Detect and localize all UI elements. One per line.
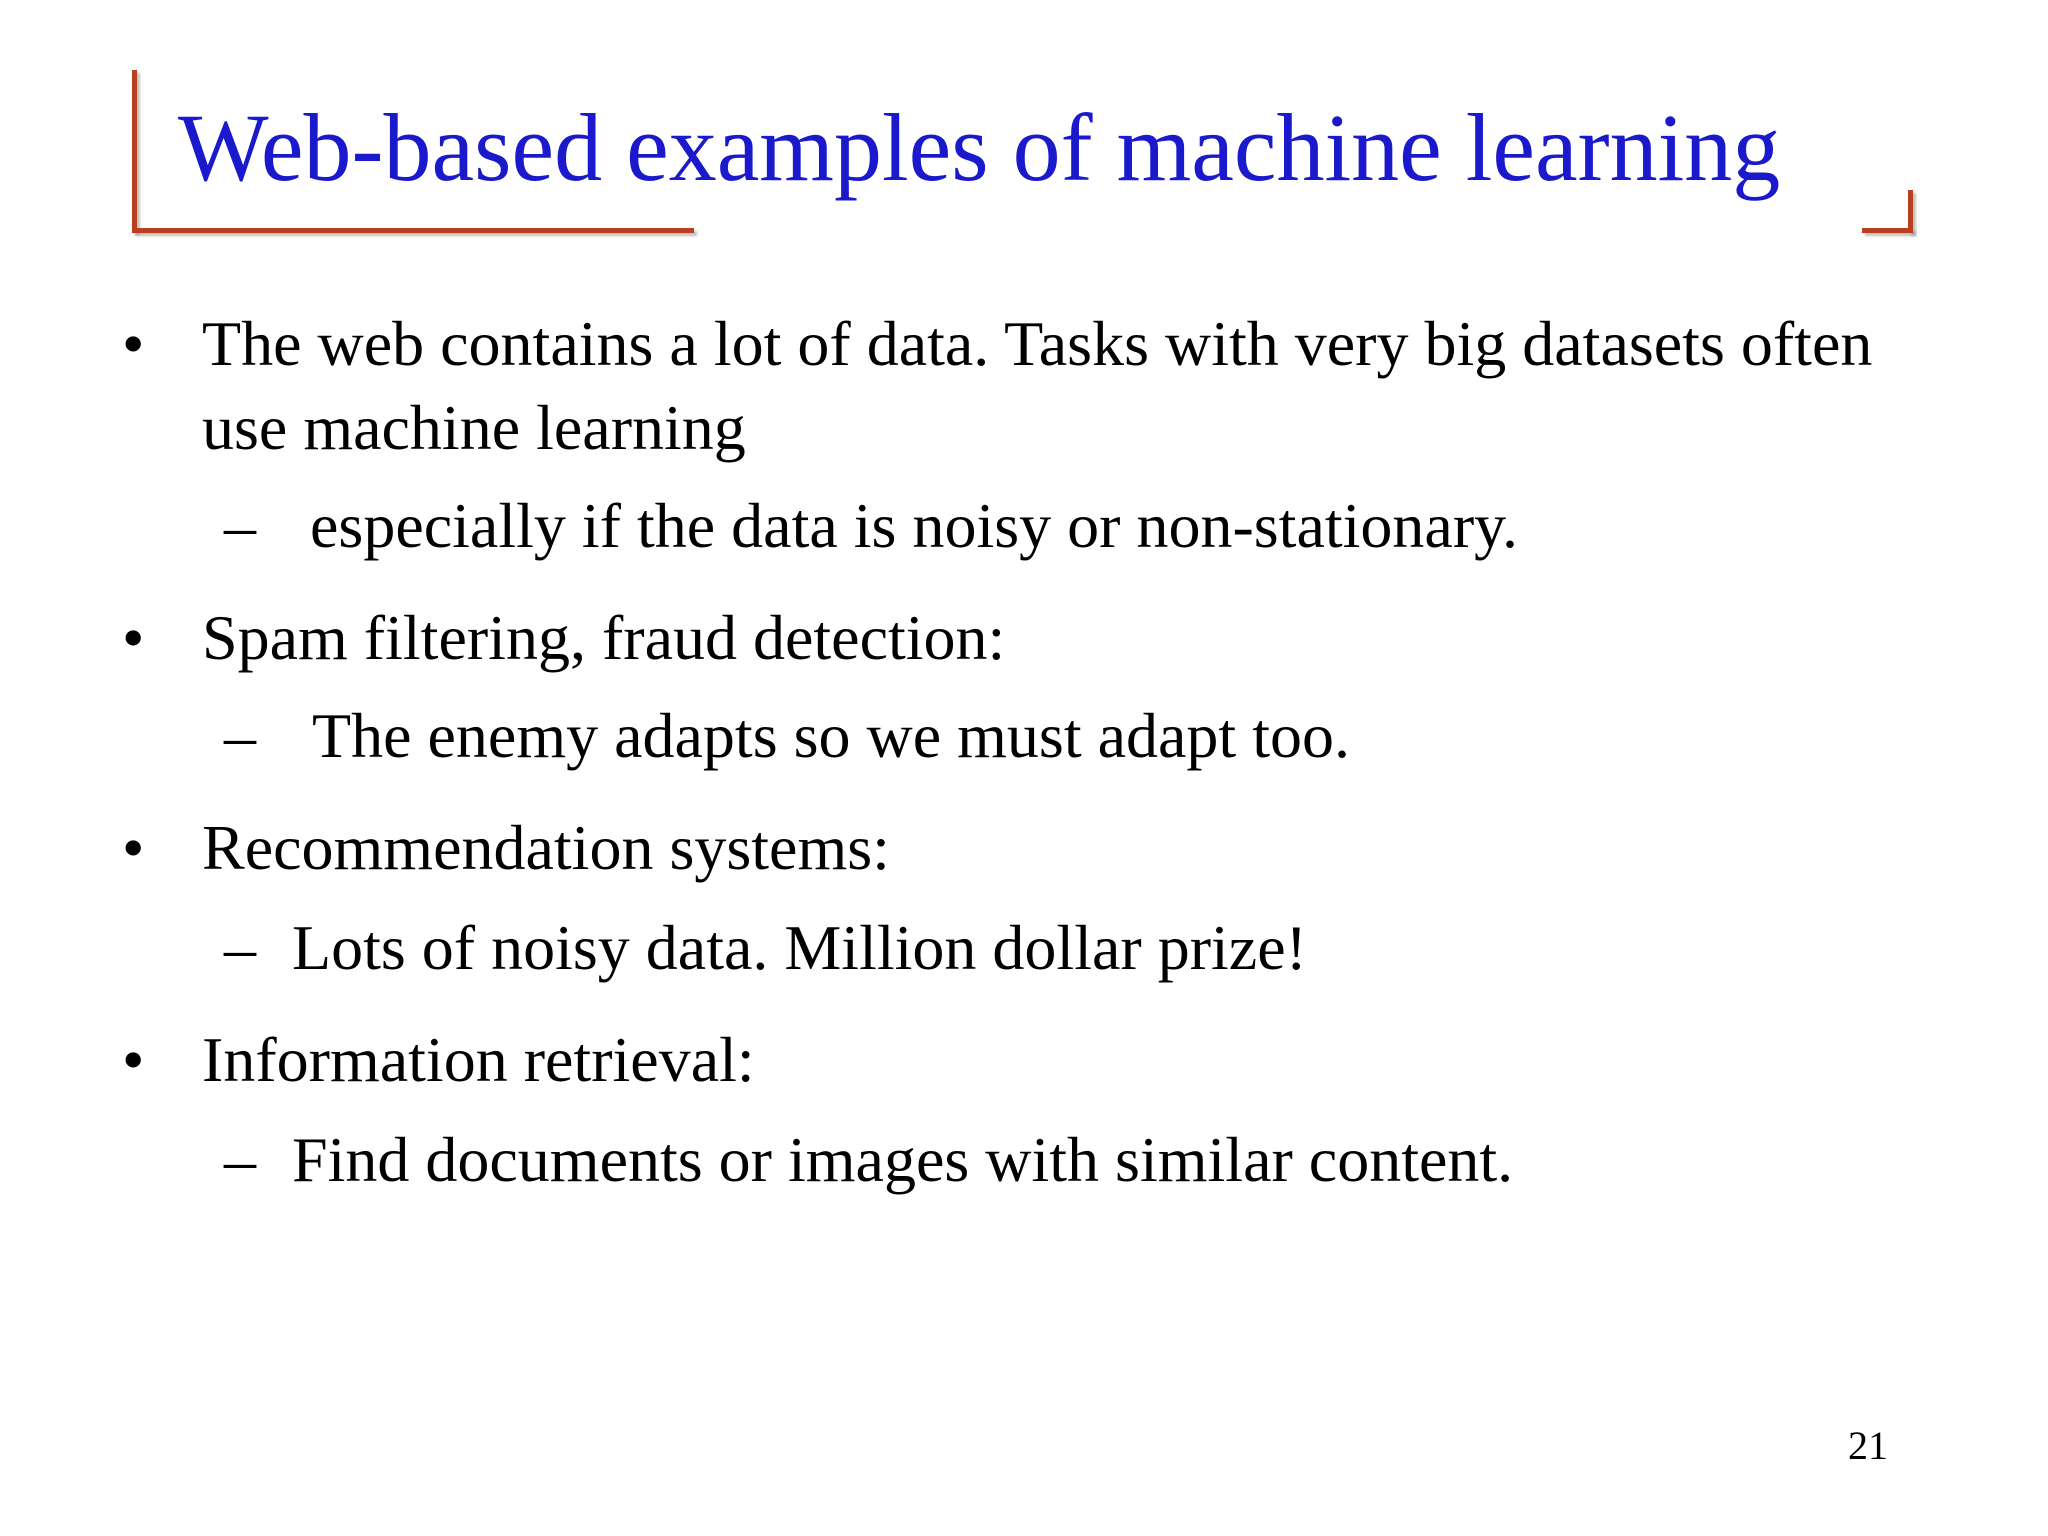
title-bracket-left-vertical bbox=[132, 70, 137, 232]
bullet-text-web-data: The web contains a lot of data. Tasks with very big datasets often use machine learning bbox=[202, 308, 1873, 463]
bullet-marker: • bbox=[122, 602, 145, 673]
slide-title: Web-based examples of machine learning bbox=[178, 94, 1781, 201]
bullet-marker: • bbox=[122, 1024, 145, 1095]
bullet-text-information-retrieval: Information retrieval: bbox=[202, 1024, 755, 1095]
bullet-text-spam: Spam filtering, fraud detection: bbox=[202, 602, 1006, 673]
sub-bullet-text-enemy: The enemy adapts so we must adapt too. bbox=[312, 700, 1350, 771]
title-bracket-right-underline bbox=[1862, 228, 1913, 233]
bullet-marker: • bbox=[122, 812, 145, 883]
bullet-text-recommendation: Recommendation systems: bbox=[202, 812, 890, 883]
bullet-marker: • bbox=[122, 308, 145, 379]
sub-bullet-text-noisy: especially if the data is noisy or non-stationary. bbox=[310, 490, 1518, 561]
title-bracket-left-underline bbox=[132, 228, 694, 233]
sub-bullet-text-prize: Lots of noisy data. Million dollar prize! bbox=[292, 912, 1307, 983]
title-bracket-right-vertical bbox=[1908, 190, 1913, 233]
sub-bullet-text-documents: Find documents or images with similar content. bbox=[292, 1124, 1514, 1195]
sub-bullet-marker: – bbox=[224, 490, 256, 561]
sub-bullet-marker: – bbox=[224, 700, 256, 771]
sub-bullet-marker: – bbox=[224, 1124, 256, 1195]
sub-bullet-marker: – bbox=[224, 912, 256, 983]
page-number: 21 bbox=[1848, 1423, 1888, 1468]
